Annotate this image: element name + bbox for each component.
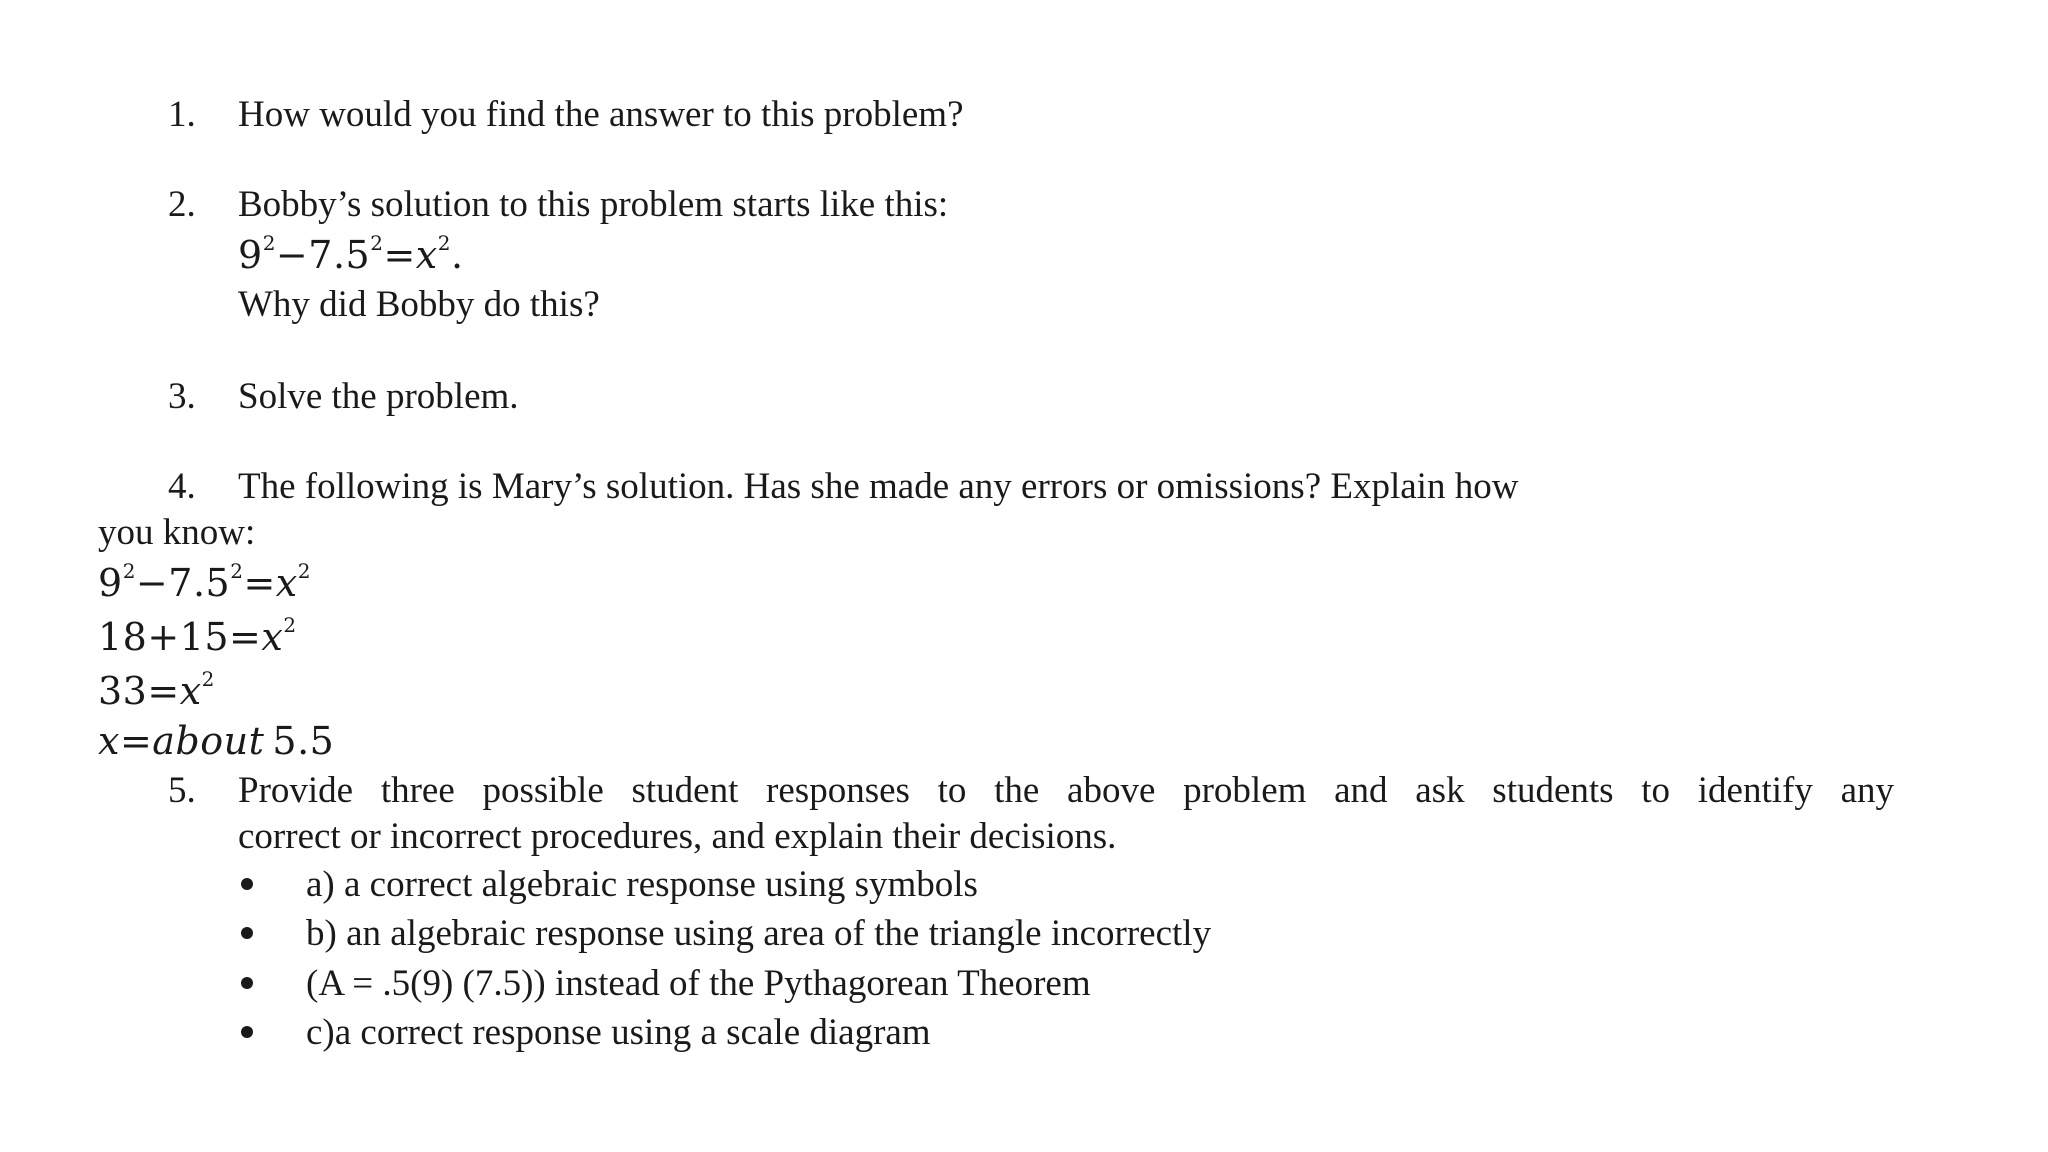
eq-exponent: 2 [370,231,384,255]
question-5-text-line1: Provide three possible student responses to the above problem and ask students to identify any [238,770,1894,811]
eq-exponent: 2 [262,231,276,255]
question-4-text-line1: The following is Mary’s solution. Has she made any errors or omissions? Explain how [238,466,1519,507]
eq-exponent: 2 [437,231,451,255]
question-3-text: Solve the problem. [238,376,519,417]
eq-exponent: 2 [230,559,244,583]
eq-exponent: 2 [283,613,297,637]
question-2-number: 2. [168,184,196,225]
eq-period: . [450,233,464,277]
question-4-number: 4. [168,466,196,507]
eq-value: 5.5 [272,719,335,763]
eq-exponent: 2 [122,559,136,583]
eq-variable: x [261,615,284,659]
bullet-item-4: c)a correct response using a scale diagram [306,1012,931,1053]
eq-variable: x [275,561,298,605]
eq-variable: x [179,669,202,713]
bullet-icon [241,927,253,939]
eq-sign: = [383,233,416,277]
eq-term: 9 [98,561,123,605]
bobby-equation [238,230,464,280]
eq-exponent: 2 [297,559,311,583]
question-2-followup: Why did Bobby do this? [238,284,600,325]
question-4-text-line2: you know: [98,512,256,553]
bullet-item-3: (A = .5(9) (7.5)) instead of the Pythagorean Theorem [306,963,1091,1004]
question-1-number: 1. [168,94,196,135]
eq-sign: = [243,561,276,605]
bullet-icon [241,878,253,890]
question-2-text: Bobby’s solution to this problem starts like this: [238,184,949,225]
question-3-number: 3. [168,376,196,417]
eq-term: 9 [238,233,263,277]
eq-word: about [152,719,265,763]
mary-step-2 [98,612,297,662]
question-5-number: 5. [168,770,196,811]
bullet-item-1: a) a correct algebraic response using symbols [306,864,978,905]
eq-lhs: 33= [98,669,180,713]
eq-sign: = [119,719,153,763]
eq-lhs: 18+15= [98,615,262,659]
mary-step-1 [98,558,311,608]
eq-exponent: 2 [201,667,215,691]
eq-variable: x [98,719,120,763]
eq-term: −7.5 [275,233,371,277]
mary-step-4 [98,716,334,766]
question-5-text-line2: correct or incorrect procedures, and explain their decisions. [238,816,1117,857]
bullet-icon [241,1026,253,1038]
bullet-icon [241,977,253,989]
eq-variable: x [415,233,438,277]
bullet-item-2: b) an algebraic response using area of the triangle incorrectly [306,913,1212,954]
eq-term: −7.5 [135,561,231,605]
mary-step-3 [98,666,215,716]
question-1-text: How would you find the answer to this problem? [238,94,964,135]
